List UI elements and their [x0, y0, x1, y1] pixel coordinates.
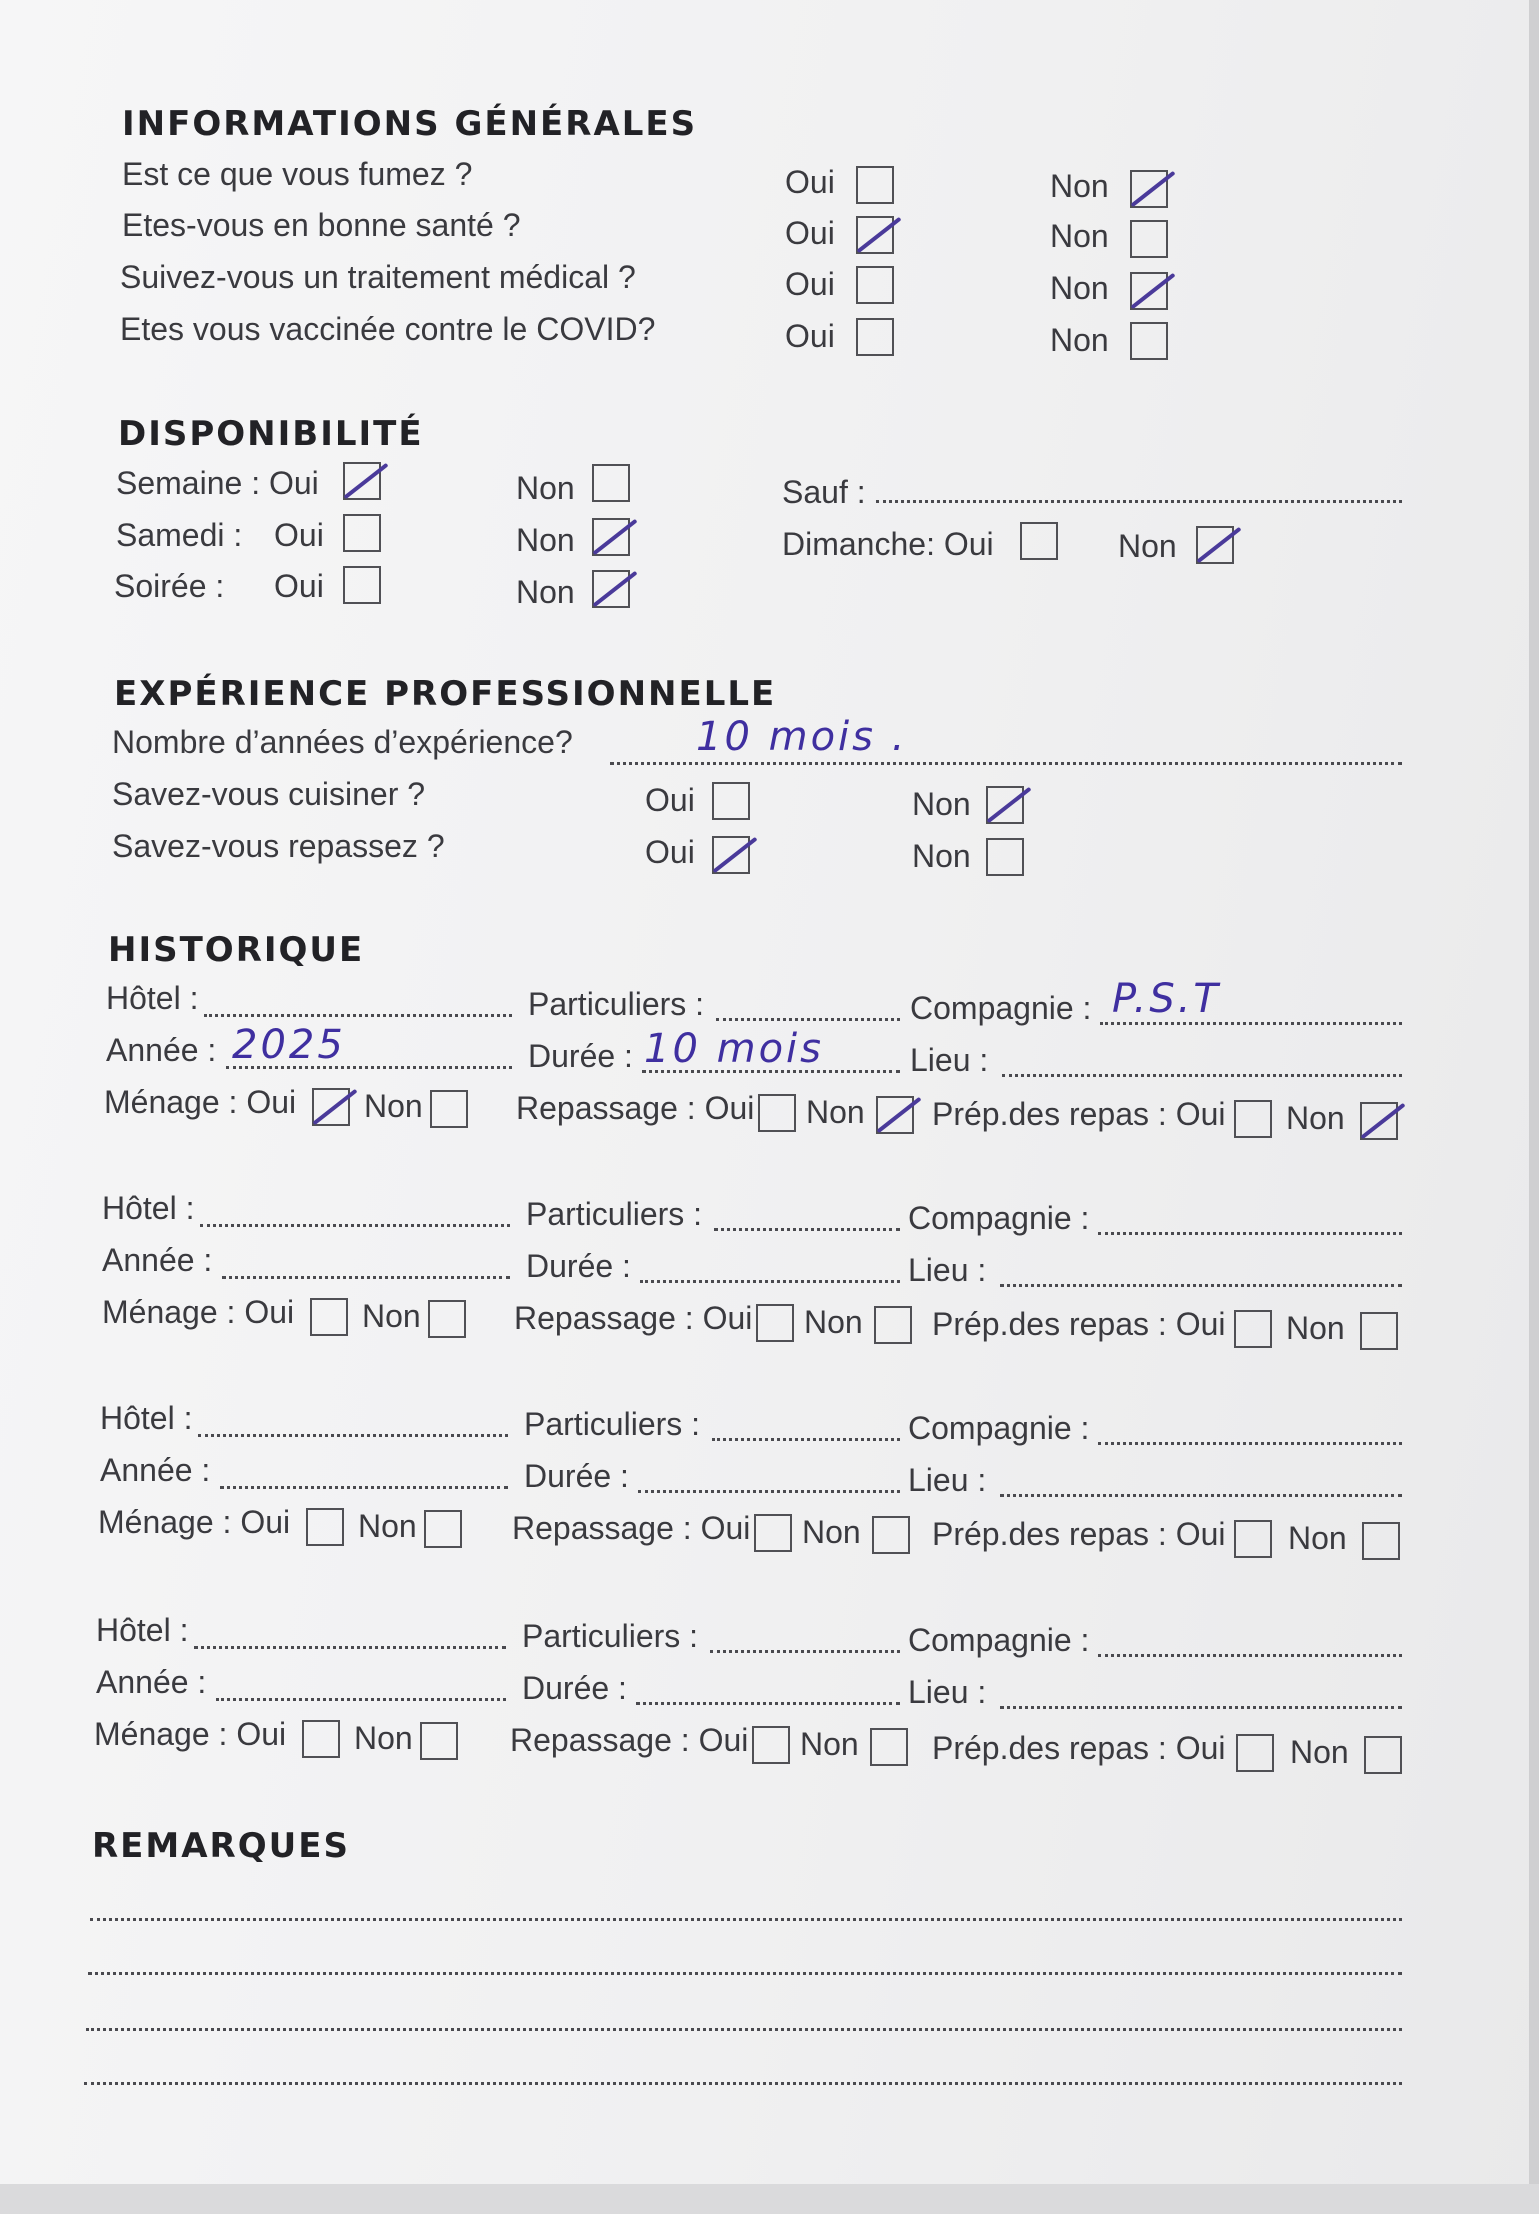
oui-label: Oui: [785, 318, 835, 354]
particuliers-label: Particuliers :: [522, 1618, 699, 1654]
non-label: Non: [912, 838, 971, 874]
menage-oui-checkbox[interactable]: [310, 1298, 348, 1336]
lieu-input-line[interactable]: [1000, 1494, 1402, 1497]
repassage-oui-checkbox[interactable]: [758, 1094, 796, 1132]
non-label: Non: [1286, 1100, 1345, 1136]
duree-input-line[interactable]: [636, 1702, 900, 1705]
soiree-oui-checkbox[interactable]: [343, 566, 381, 604]
repassage-oui-checkbox[interactable]: [752, 1726, 790, 1764]
prep-oui-checkbox[interactable]: [1234, 1520, 1272, 1558]
menage-non-checkbox[interactable]: [420, 1722, 458, 1760]
question-smoke: Est ce que vous fumez ?: [122, 156, 473, 192]
non-label: Non: [1050, 218, 1109, 254]
years-label: Nombre d’années d’expérience?: [112, 724, 573, 760]
menage-non-checkbox[interactable]: [424, 1510, 462, 1548]
annee-handwritten-value: 2025: [232, 1022, 346, 1068]
covid-non-checkbox[interactable]: [1130, 322, 1168, 360]
cook-oui-checkbox[interactable]: [712, 782, 750, 820]
particuliers-input-line[interactable]: [712, 1438, 900, 1441]
lieu-label: Lieu :: [908, 1462, 987, 1498]
smoke-oui-checkbox[interactable]: [856, 166, 894, 204]
duree-label: Durée :: [528, 1038, 633, 1074]
samedi-oui-checkbox[interactable]: [343, 514, 381, 552]
lieu-label: Lieu :: [908, 1674, 987, 1710]
compagnie-label: Compagnie :: [908, 1200, 1090, 1236]
non-label: Non: [1288, 1520, 1347, 1556]
prep-non-checkbox[interactable]: [1360, 1102, 1398, 1140]
duree-label: Durée :: [522, 1670, 627, 1706]
semaine-oui-checkbox[interactable]: [343, 462, 381, 500]
menage-label: Ménage : Oui: [94, 1716, 287, 1752]
menage-label: Ménage : Oui: [102, 1294, 295, 1330]
non-label: Non: [354, 1720, 413, 1756]
section-title-remarks: REMARQUES: [92, 1826, 350, 1866]
annee-input-line[interactable]: [216, 1698, 506, 1701]
duree-label: Durée :: [526, 1248, 631, 1284]
particuliers-input-line[interactable]: [716, 1018, 900, 1021]
prep-label: Prép.des repas : Oui: [932, 1306, 1226, 1342]
soiree-non-checkbox[interactable]: [592, 570, 630, 608]
hotel-input-line[interactable]: [204, 1014, 512, 1017]
annee-input-line[interactable]: [222, 1276, 510, 1279]
particuliers-label: Particuliers :: [524, 1406, 701, 1442]
section-title-general: INFORMATIONS GÉNÉRALES: [122, 104, 698, 144]
menage-non-checkbox[interactable]: [430, 1090, 468, 1128]
oui-label: Oui: [785, 266, 835, 302]
non-label: Non: [1286, 1310, 1345, 1346]
non-label: Non: [802, 1514, 861, 1550]
smoke-non-checkbox[interactable]: [1130, 170, 1168, 208]
menage-label: Ménage : Oui: [98, 1504, 291, 1540]
compagnie-input-line[interactable]: [1098, 1442, 1402, 1445]
compagnie-label: Compagnie :: [908, 1410, 1090, 1446]
compagnie-label: Compagnie :: [910, 990, 1092, 1026]
question-health: Etes-vous en bonne santé ?: [122, 207, 521, 243]
hotel-label: Hôtel :: [100, 1400, 193, 1436]
remarks-line-4[interactable]: [84, 2082, 1402, 2085]
repassage-label: Repassage : Oui: [512, 1510, 751, 1546]
repassage-non-checkbox[interactable]: [876, 1096, 914, 1134]
oui-label: Oui: [785, 164, 835, 200]
dimanche-label: Dimanche: Oui: [782, 526, 994, 562]
years-handwritten-value: 10 mois .: [696, 714, 908, 760]
section-title-availability: DISPONIBILITÉ: [118, 414, 424, 454]
semaine-label: Semaine : Oui: [116, 465, 319, 501]
compagnie-label: Compagnie :: [908, 1622, 1090, 1658]
hotel-label: Hôtel :: [102, 1190, 195, 1226]
sauf-label: Sauf :: [782, 474, 866, 510]
semaine-non-checkbox[interactable]: [592, 464, 630, 502]
covid-oui-checkbox[interactable]: [856, 318, 894, 356]
lieu-label: Lieu :: [910, 1042, 989, 1078]
non-label: Non: [912, 786, 971, 822]
repassage-non-checkbox[interactable]: [870, 1728, 908, 1766]
prep-oui-checkbox[interactable]: [1236, 1734, 1274, 1772]
sauf-input-line[interactable]: [876, 500, 1402, 503]
non-label: Non: [800, 1726, 859, 1762]
annee-label: Année :: [96, 1664, 207, 1700]
iron-label: Savez-vous repassez ?: [112, 828, 445, 864]
remarks-line-3[interactable]: [86, 2028, 1402, 2031]
oui-label: Oui: [274, 568, 324, 604]
prep-non-checkbox[interactable]: [1360, 1312, 1398, 1350]
prep-label: Prép.des repas : Oui: [932, 1730, 1226, 1766]
particuliers-input-line[interactable]: [714, 1228, 900, 1231]
menage-label: Ménage : Oui: [104, 1084, 297, 1120]
oui-label: Oui: [785, 215, 835, 251]
lieu-label: Lieu :: [908, 1252, 987, 1288]
non-label: Non: [516, 574, 575, 610]
non-label: Non: [1050, 270, 1109, 306]
cook-label: Savez-vous cuisiner ?: [112, 776, 426, 812]
hotel-label: Hôtel :: [106, 980, 199, 1016]
cook-non-checkbox[interactable]: [986, 786, 1024, 824]
duree-label: Durée :: [524, 1458, 629, 1494]
compagnie-handwritten-value: P.S.T: [1112, 976, 1221, 1022]
oui-label: Oui: [645, 782, 695, 818]
page-edge: [1529, 0, 1539, 2214]
annee-label: Année :: [100, 1452, 211, 1488]
prep-label: Prép.des repas : Oui: [932, 1516, 1226, 1552]
soiree-label: Soirée :: [114, 568, 225, 604]
non-label: Non: [1290, 1734, 1349, 1770]
page-bottom-edge: [0, 2184, 1539, 2214]
menage-oui-checkbox[interactable]: [306, 1508, 344, 1546]
particuliers-label: Particuliers :: [528, 986, 705, 1022]
menage-oui-checkbox[interactable]: [312, 1088, 350, 1126]
health-non-checkbox[interactable]: [1130, 220, 1168, 258]
iron-oui-checkbox[interactable]: [712, 836, 750, 874]
question-treatment: Suivez-vous un traitement médical ?: [120, 259, 636, 295]
question-covid: Etes vous vaccinée contre le COVID?: [120, 311, 656, 347]
compagnie-input-line[interactable]: [1098, 1654, 1402, 1657]
non-label: Non: [358, 1508, 417, 1544]
repassage-label: Repassage : Oui: [514, 1300, 753, 1336]
repassage-oui-checkbox[interactable]: [754, 1514, 792, 1552]
menage-oui-checkbox[interactable]: [302, 1720, 340, 1758]
dimanche-non-checkbox[interactable]: [1196, 526, 1234, 564]
repassage-non-checkbox[interactable]: [872, 1516, 910, 1554]
duree-input-line[interactable]: [638, 1490, 900, 1493]
repassage-label: Repassage : Oui: [516, 1090, 755, 1126]
prep-label: Prép.des repas : Oui: [932, 1096, 1226, 1132]
dimanche-oui-checkbox[interactable]: [1020, 522, 1058, 560]
lieu-input-line[interactable]: [1000, 1284, 1402, 1287]
treatment-oui-checkbox[interactable]: [856, 266, 894, 304]
iron-non-checkbox[interactable]: [986, 838, 1024, 876]
non-label: Non: [1118, 528, 1177, 564]
section-title-history: HISTORIQUE: [108, 930, 365, 970]
non-label: Non: [364, 1088, 423, 1124]
lieu-input-line[interactable]: [1000, 1706, 1402, 1709]
years-input-line[interactable]: [610, 762, 1402, 765]
prep-oui-checkbox[interactable]: [1234, 1100, 1272, 1138]
section-title-experience: EXPÉRIENCE PROFESSIONNELLE: [114, 674, 777, 714]
hotel-input-line[interactable]: [198, 1434, 508, 1437]
repassage-label: Repassage : Oui: [510, 1722, 749, 1758]
repassage-oui-checkbox[interactable]: [756, 1304, 794, 1342]
annee-label: Année :: [106, 1032, 217, 1068]
remarks-line-2[interactable]: [88, 1972, 1402, 1975]
prep-oui-checkbox[interactable]: [1234, 1310, 1272, 1348]
duree-handwritten-value: 10 mois: [644, 1026, 825, 1072]
non-label: Non: [516, 470, 575, 506]
hotel-input-line[interactable]: [200, 1224, 510, 1227]
remarks-line-1[interactable]: [90, 1918, 1402, 1921]
non-label: Non: [804, 1304, 863, 1340]
compagnie-input-line[interactable]: [1098, 1232, 1402, 1235]
oui-label: Oui: [274, 517, 324, 553]
prep-non-checkbox[interactable]: [1364, 1736, 1402, 1774]
non-label: Non: [1050, 322, 1109, 358]
samedi-label: Samedi :: [116, 517, 243, 553]
samedi-non-checkbox[interactable]: [592, 518, 630, 556]
menage-non-checkbox[interactable]: [428, 1300, 466, 1338]
non-label: Non: [516, 522, 575, 558]
particuliers-label: Particuliers :: [526, 1196, 703, 1232]
treatment-non-checkbox[interactable]: [1130, 272, 1168, 310]
non-label: Non: [1050, 168, 1109, 204]
duree-input-line[interactable]: [640, 1280, 900, 1283]
compagnie-input-line[interactable]: [1100, 1022, 1402, 1025]
particuliers-input-line[interactable]: [710, 1650, 900, 1653]
annee-label: Année :: [102, 1242, 213, 1278]
hotel-label: Hôtel :: [96, 1612, 189, 1648]
repassage-non-checkbox[interactable]: [874, 1306, 912, 1344]
lieu-input-line[interactable]: [1002, 1074, 1402, 1077]
annee-input-line[interactable]: [220, 1486, 508, 1489]
non-label: Non: [806, 1094, 865, 1130]
health-oui-checkbox[interactable]: [856, 216, 894, 254]
prep-non-checkbox[interactable]: [1362, 1522, 1400, 1560]
hotel-input-line[interactable]: [194, 1646, 506, 1649]
oui-label: Oui: [645, 834, 695, 870]
non-label: Non: [362, 1298, 421, 1334]
